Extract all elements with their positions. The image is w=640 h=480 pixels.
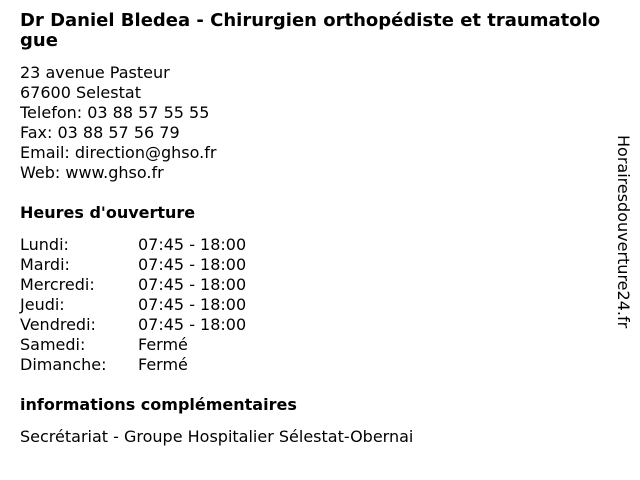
page-title: Dr Daniel Bledea - Chirurgien orthopédiste et traumatologue bbox=[20, 10, 601, 51]
contact-block bbox=[20, 63, 610, 183]
web-line: Web: www.ghso.fr bbox=[20, 163, 164, 182]
day-label: Lundi: bbox=[20, 235, 69, 254]
hours-row-friday bbox=[20, 315, 610, 335]
day-hours: 07:45 - 18:00 bbox=[138, 315, 247, 334]
day-label: Mercredi: bbox=[20, 275, 95, 294]
day-label: Dimanche: bbox=[20, 355, 107, 374]
hours-row-thursday bbox=[20, 295, 610, 315]
hours-row-saturday bbox=[20, 335, 610, 355]
address-street: 23 avenue Pasteur bbox=[20, 63, 170, 82]
hours-row-monday bbox=[20, 235, 610, 255]
business-card bbox=[20, 11, 610, 447]
opening-hours-heading: Heures d'ouverture bbox=[20, 203, 196, 222]
hours-row-tuesday bbox=[20, 255, 610, 275]
address-city: 67600 Selestat bbox=[20, 83, 141, 102]
day-hours: Fermé bbox=[138, 335, 188, 354]
day-hours: 07:45 - 18:00 bbox=[138, 235, 247, 254]
hours-row-sunday bbox=[20, 355, 610, 375]
phone-line: Telefon: 03 88 57 55 55 bbox=[20, 103, 210, 122]
hours-row-wednesday bbox=[20, 275, 610, 295]
day-hours: 07:45 - 18:00 bbox=[138, 275, 247, 294]
day-label: Jeudi: bbox=[20, 295, 65, 314]
day-hours: 07:45 - 18:00 bbox=[138, 295, 247, 314]
day-label: Mardi: bbox=[20, 255, 70, 274]
day-label: Samedi: bbox=[20, 335, 86, 354]
email-line: Email: direction@ghso.fr bbox=[20, 143, 217, 162]
additional-info-heading: informations complémentaires bbox=[20, 395, 297, 414]
day-hours: Fermé bbox=[138, 355, 188, 374]
side-brand-watermark: Horairesdouverture24.fr bbox=[614, 135, 633, 329]
fax-line: Fax: 03 88 57 56 79 bbox=[20, 123, 180, 142]
opening-hours-table bbox=[20, 235, 610, 375]
day-hours: 07:45 - 18:00 bbox=[138, 255, 247, 274]
additional-info-text: Secrétariat - Groupe Hospitalier Sélestat-Obernai bbox=[20, 427, 414, 446]
day-label: Vendredi: bbox=[20, 315, 96, 334]
